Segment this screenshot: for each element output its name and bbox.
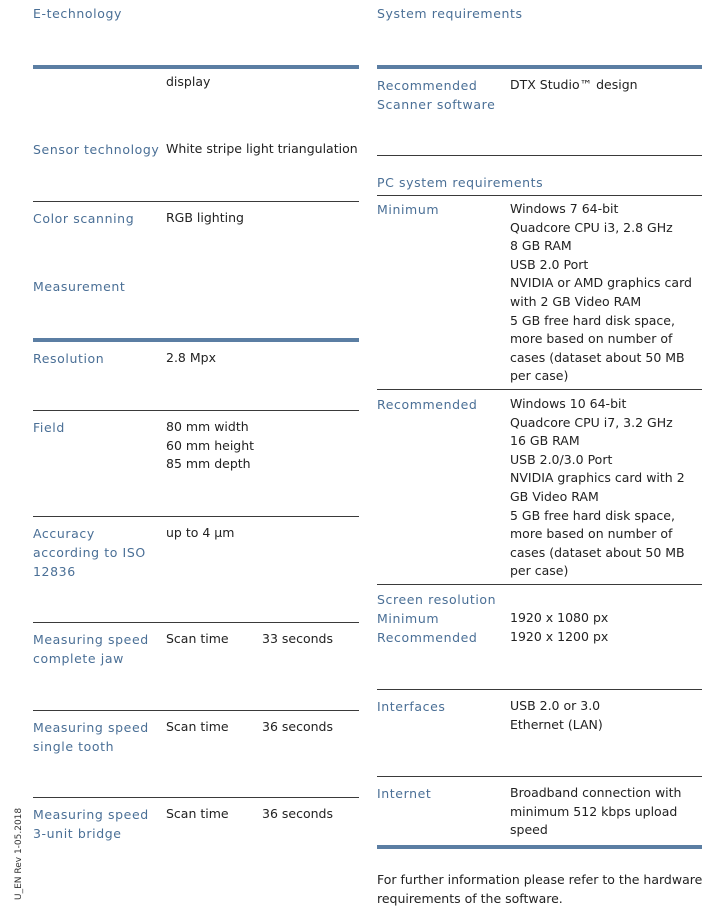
minimum-value: USB 2.0 Port bbox=[510, 256, 589, 272]
interfaces-value: USB 2.0 or 3.0 bbox=[510, 698, 601, 713]
divider bbox=[33, 797, 359, 798]
minimum-value: with 2 GB Video RAM bbox=[510, 293, 642, 309]
internet-values bbox=[510, 784, 681, 840]
accuracy-value: up to 4 µm bbox=[166, 525, 235, 540]
minimum-values bbox=[510, 200, 692, 386]
speed-bridge-label-line: Measuring speed bbox=[33, 807, 149, 822]
recommended-label: Recommended bbox=[377, 397, 478, 412]
divider bbox=[377, 689, 702, 690]
divider bbox=[377, 195, 702, 196]
internet-value: minimum 512 kbps upload bbox=[510, 803, 678, 819]
recommended-value: Quadcore CPU i7, 3.2 GHz bbox=[510, 414, 673, 430]
resolution-value: 2.8 Mpx bbox=[166, 350, 216, 365]
speed-bridge-label bbox=[33, 805, 149, 843]
field-label: Field bbox=[33, 420, 65, 435]
accuracy-label-line: 12836 bbox=[33, 564, 76, 579]
interfaces-value: Ethernet (LAN) bbox=[510, 716, 603, 732]
scanner-software-label-line: Scanner software bbox=[377, 97, 496, 112]
recommended-value: GB Video RAM bbox=[510, 488, 599, 504]
recommended-value: more based on number of bbox=[510, 526, 673, 542]
interfaces-label: Interfaces bbox=[377, 699, 446, 714]
speed-jaw-label bbox=[33, 630, 149, 668]
divider-thick bbox=[33, 65, 359, 69]
field-value: 80 mm width bbox=[166, 419, 249, 434]
screen-min-value: 1920 x 1080 px bbox=[510, 610, 609, 625]
pc-requirements-header: PC system requirements bbox=[377, 175, 544, 190]
divider bbox=[33, 201, 359, 202]
footer-note-line: requirements of the software. bbox=[377, 890, 563, 906]
scanner-software-label bbox=[377, 76, 495, 114]
right-section-header: System requirements bbox=[377, 6, 523, 21]
minimum-value: 5 GB free hard disk space, bbox=[510, 312, 675, 328]
speed-tooth-time: 36 seconds bbox=[262, 719, 333, 734]
speed-jaw-scan: Scan time bbox=[166, 631, 229, 646]
divider bbox=[33, 410, 359, 411]
minimum-label: Minimum bbox=[377, 202, 440, 217]
accuracy-label bbox=[33, 524, 146, 581]
minimum-value: Windows 7 64-bit bbox=[510, 201, 619, 216]
speed-jaw-label-line: complete jaw bbox=[33, 651, 124, 666]
measurement-label: Measurement bbox=[33, 279, 126, 294]
screen-rec-label: Recommended bbox=[377, 630, 478, 645]
speed-bridge-scan: Scan time bbox=[166, 806, 229, 821]
document-revision-code: U_EN Rev 1-05.2018 bbox=[14, 807, 24, 900]
color-label: Color scanning bbox=[33, 211, 135, 226]
divider bbox=[377, 776, 702, 777]
internet-value: speed bbox=[510, 822, 548, 838]
footer-note bbox=[377, 871, 702, 908]
recommended-value: USB 2.0/3.0 Port bbox=[510, 451, 613, 467]
divider bbox=[33, 516, 359, 517]
scanner-software-value: DTX Studio™ design bbox=[510, 77, 638, 92]
accuracy-label-line: according to ISO bbox=[33, 545, 146, 560]
internet-value: Broadband connection with bbox=[510, 785, 682, 800]
speed-jaw-label-line: Measuring speed bbox=[33, 632, 149, 647]
divider-thick bbox=[33, 338, 359, 342]
field-value: 60 mm height bbox=[166, 437, 255, 453]
minimum-value: cases (dataset about 50 MB bbox=[510, 349, 685, 365]
recommended-value: 5 GB free hard disk space, bbox=[510, 507, 675, 523]
divider bbox=[33, 622, 359, 623]
screen-rec-value: 1920 x 1200 px bbox=[510, 629, 609, 644]
internet-label: Internet bbox=[377, 786, 432, 801]
speed-jaw-time: 33 seconds bbox=[262, 631, 333, 646]
recommended-value: NVIDIA graphics card with 2 bbox=[510, 470, 685, 486]
minimum-value: Quadcore CPU i3, 2.8 GHz bbox=[510, 219, 673, 235]
sensor-value: White stripe light triangulation bbox=[166, 141, 358, 156]
interfaces-values bbox=[510, 697, 603, 734]
resolution-label: Resolution bbox=[33, 351, 105, 366]
recommended-value: cases (dataset about 50 MB bbox=[510, 544, 685, 560]
speed-tooth-label-line: Measuring speed bbox=[33, 720, 149, 735]
speed-tooth-label bbox=[33, 718, 149, 756]
divider bbox=[377, 584, 702, 585]
field-value: 85 mm depth bbox=[166, 456, 251, 472]
minimum-value: NVIDIA or AMD graphics card bbox=[510, 275, 692, 291]
display-value: display bbox=[166, 74, 211, 89]
recommended-values bbox=[510, 395, 685, 581]
minimum-value: 8 GB RAM bbox=[510, 238, 572, 254]
recommended-value: Windows 10 64-bit bbox=[510, 396, 627, 411]
screen-min-label: Minimum bbox=[377, 611, 440, 626]
field-values bbox=[166, 418, 254, 474]
speed-bridge-label-line: 3-unit bridge bbox=[33, 826, 122, 841]
color-value: RGB lighting bbox=[166, 210, 244, 225]
recommended-value: per case) bbox=[510, 563, 569, 579]
divider-thick bbox=[377, 65, 702, 69]
recommended-value: 16 GB RAM bbox=[510, 433, 580, 449]
scanner-software-label-line: Recommended bbox=[377, 78, 478, 93]
speed-tooth-scan: Scan time bbox=[166, 719, 229, 734]
divider bbox=[33, 710, 359, 711]
speed-tooth-label-line: single tooth bbox=[33, 739, 115, 754]
left-section-header: E-technology bbox=[33, 6, 123, 21]
minimum-value: per case) bbox=[510, 368, 569, 384]
divider bbox=[377, 155, 702, 156]
speed-bridge-time: 36 seconds bbox=[262, 806, 333, 821]
sensor-label: Sensor technology bbox=[33, 142, 160, 157]
accuracy-label-line: Accuracy bbox=[33, 526, 95, 541]
minimum-value: more based on number of bbox=[510, 331, 673, 347]
footer-note-line: For further information please refer to the hardware bbox=[377, 872, 703, 887]
divider bbox=[377, 389, 702, 390]
divider-thick bbox=[377, 845, 702, 849]
screen-resolution-header: Screen resolution bbox=[377, 592, 497, 607]
